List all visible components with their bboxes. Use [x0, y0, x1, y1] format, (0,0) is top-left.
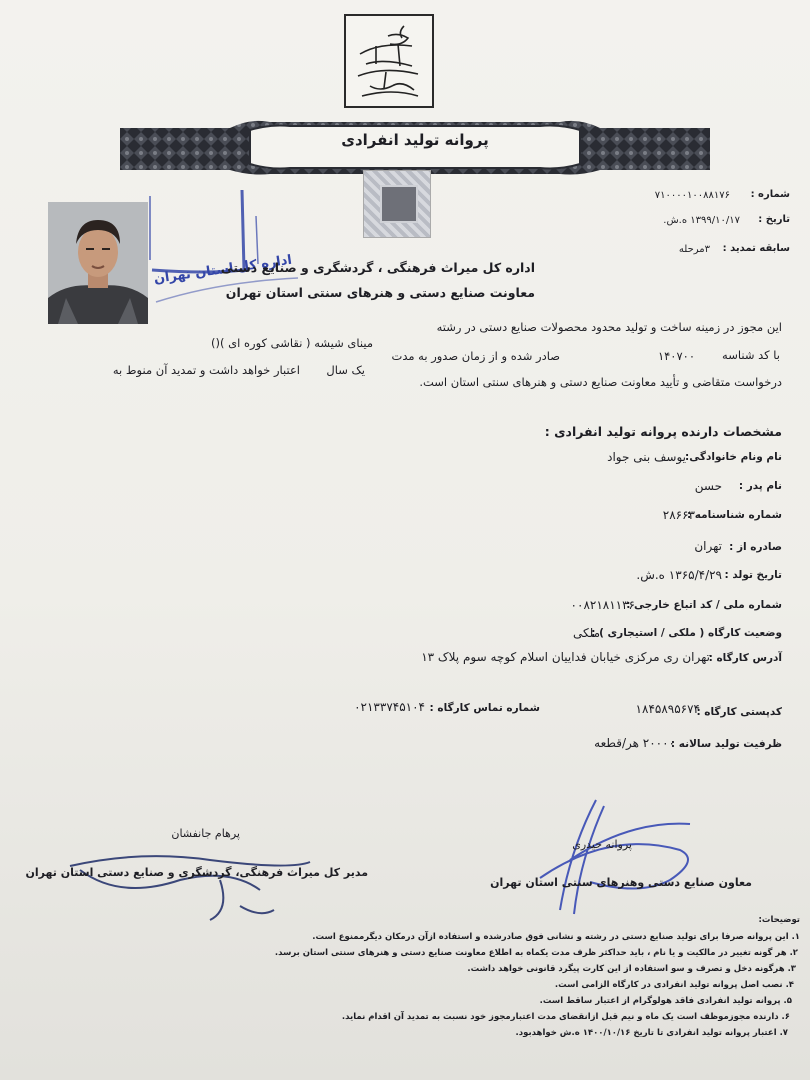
- note-item-6: ۶. دارنده مجوزموظف است یک ماه و نیم قبل ازانقضای مدت اعتبارمجوز خود نسبت به تمدید آن اقدام نماید.: [341, 1012, 790, 1022]
- number-value: ۷۱۰۰۰۰۱۰۰۸۸۱۷۶: [654, 190, 730, 201]
- org-line-2: معاونت صنایع دستی و هنرهای سنتی استان تهران: [225, 285, 535, 300]
- notes-title: توضیحات:: [758, 915, 800, 925]
- ministry-emblem: [344, 14, 434, 108]
- national-id-value: ۰۰۸۲۱۸۱۱۳۶: [570, 598, 635, 612]
- renewal-value: ۳مرحله: [678, 244, 710, 255]
- number-label: شماره :: [750, 189, 790, 200]
- holder-section-title: مشخصات دارنده پروانه تولید انفرادی :: [544, 424, 782, 439]
- workshop-status-label: وضعیت کارگاه ( ملکی / استیجاری ) :: [591, 627, 782, 639]
- capacity-label: ظرفیت تولید سالانه :: [670, 738, 782, 750]
- title-banner: [120, 118, 710, 176]
- deputy-name: پروانه حیدری: [572, 838, 632, 851]
- name-value: یوسف بنی جواد: [607, 450, 686, 464]
- phone-value: ۰۲۱۳۳۷۴۵۱۰۴: [354, 700, 425, 714]
- org-line-1: اداره کل میراث فرهنگی ، گردشگری و صنایع دستی: [220, 260, 535, 275]
- permit-field: مینای شیشه ( نقاشی کوره ای )(): [211, 336, 373, 350]
- date-label: تاریخ :: [758, 214, 790, 225]
- note-item-7: ۷. اعتبار پروانه تولید انفرادی تا تاریخ ۱۴۰۰/۱۰/۱۶ ه.ش خواهدبود.: [515, 1028, 788, 1038]
- director-title: مدیر کل میراث فرهنگی، گردشگری و صنایع دستی استان تهران: [25, 866, 368, 879]
- phone-label: شماره تماس کارگاه :: [429, 702, 540, 714]
- renewal-label: سابقه تمدید :: [722, 243, 790, 254]
- father-value: حسن: [694, 479, 722, 493]
- deputy-title: معاون صنایع دستی وهنرهای سنتی استان تهران: [490, 876, 752, 889]
- postal-code-label: کدپستی کارگاه :: [696, 706, 782, 718]
- postal-code-value: ۱۸۴۵۸۹۵۶۷۴: [635, 702, 700, 716]
- permit-validity: اعتبار خواهد داشت و تمدید آن منوط به: [112, 363, 300, 377]
- deputy-signature: [500, 790, 720, 920]
- address-label: آدرس کارگاه :: [708, 652, 782, 664]
- id-label: شماره شناسنامه :: [686, 509, 782, 521]
- birth-label: تاریخ تولد :: [724, 569, 782, 581]
- address-value: تهران ری مرکزی خیابان فداییان اسلام کوچه سوم پلاک ۱۳: [421, 650, 710, 664]
- note-item-3: ۳. هرگونه دخل و تصرف و سو استفاده از این کارت پیگرد قانونی خواهد داشت.: [467, 964, 796, 974]
- national-id-label: شماره ملی / کد اتباع خارجی :: [626, 599, 782, 611]
- document-title: پروانه تولید انفرادی: [341, 131, 489, 149]
- permit-line-1: این مجوز در زمینه ساخت و تولید محدود محصولات صنایع دستی در رشته: [436, 320, 782, 334]
- name-label: نام ونام خانوادگی:: [685, 451, 782, 463]
- note-item-1: ۱. این پروانه صرفا برای تولید صنایع دستی در رشته و نشانی فوق صادرشده و استفاده ازآن درمکان دیگرممنوع است.: [312, 932, 800, 942]
- permit-code-value: ۱۴۰۷۰۰: [657, 349, 695, 363]
- permit-duration: یک سال: [326, 363, 365, 377]
- note-item-4: ۴. نصب اصل پروانه تولید انفرادی در کارگاه الزامی است.: [554, 980, 794, 990]
- director-name: پرهام جانفشان: [171, 827, 240, 840]
- director-signature: [60, 840, 320, 930]
- birth-value: ۱۳۶۵/۴/۲۹ ه.ش.: [636, 568, 722, 582]
- permit-issued: صادر شده و از زمان صدور به مدت: [391, 349, 560, 363]
- date-value: ۱۳۹۹/۱۰/۱۷ ه.ش.: [663, 215, 740, 226]
- note-item-5: ۵. پروانه تولید انفرادی فاقد هولوگرام از اعتبار ساقط است.: [539, 996, 792, 1006]
- holder-photo: [48, 202, 148, 324]
- capacity-value: ۲۰۰۰۰ هر/قطعه: [594, 736, 675, 750]
- father-label: نام پدر :: [738, 480, 782, 492]
- note-item-2: ۲. هر گونه تغییر در مالکیت و یا نام ، باید حداکثر ظرف مدت یکماه به اطلاع معاونت صنایع دستی و هنرهای سنتی استان برسد.: [274, 948, 798, 958]
- issued-from-label: صادره از :: [729, 541, 782, 553]
- id-value: ۲۸۶۶۳: [662, 508, 695, 522]
- permit-line-3: درخواست متقاضی و تأیید معاونت صنایع دستی و هنرهای سنتی استان است.: [419, 375, 782, 389]
- issued-from-value: تهران: [694, 539, 722, 553]
- permit-code-label: با کد شناسه: [722, 348, 780, 362]
- stamp-text: اداره کل استان تهران: [152, 252, 293, 287]
- hologram-seal: [363, 170, 431, 238]
- workshop-status-value: ملکی: [572, 626, 600, 640]
